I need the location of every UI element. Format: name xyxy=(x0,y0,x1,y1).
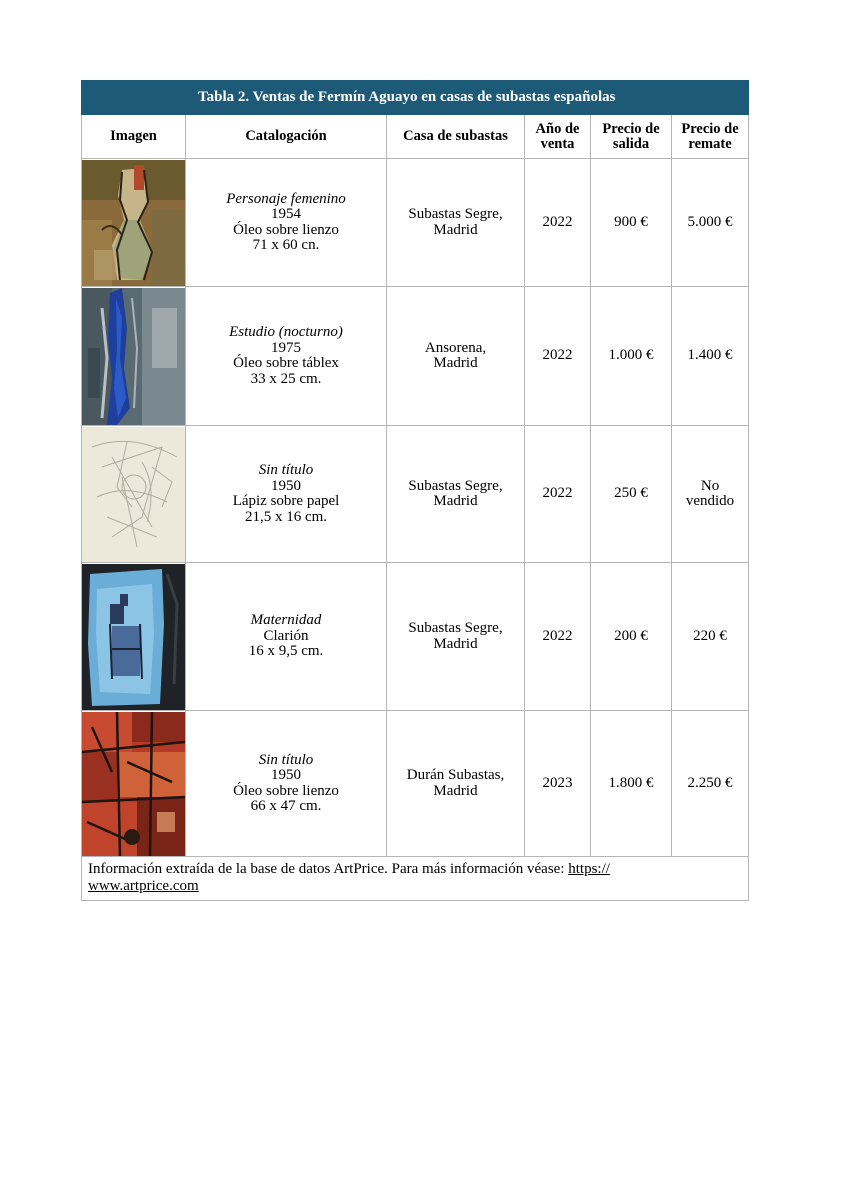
auction-house-line1: Durán Subastas, xyxy=(406,767,505,783)
header-remate-line2: remate xyxy=(688,135,732,152)
table-footer-row xyxy=(82,857,749,901)
catalog-cell xyxy=(186,287,387,426)
artwork-thumbnail-personaje-femenino xyxy=(82,160,185,286)
sale-year-cell: 2022 xyxy=(525,563,591,711)
table-row xyxy=(82,563,749,711)
title-spacer-cell xyxy=(82,81,186,115)
table-row xyxy=(82,159,749,287)
auction-house-line2: Madrid xyxy=(433,221,478,238)
catalog-cell xyxy=(186,159,387,287)
artwork-thumbnail-sin-titulo-oleo xyxy=(82,712,185,856)
table-row xyxy=(82,426,749,563)
artwork-image-cell xyxy=(82,711,186,857)
catalog-cell xyxy=(186,563,387,711)
artwork-title: Sin título xyxy=(258,751,314,768)
auction-house-line1: Subastas Segre, xyxy=(408,206,503,222)
artwork-image-cell xyxy=(82,426,186,563)
header-casa-de-subastas: Casa de subastas xyxy=(387,115,525,159)
footer-text: Información extraída de la base de datos ArtPrice. Para más información véase: xyxy=(88,861,569,877)
artwork-image-cell xyxy=(82,287,186,426)
header-imagen: Imagen xyxy=(82,115,186,159)
artwork-title: Personaje femenino xyxy=(226,190,346,207)
table-footer-note xyxy=(82,857,749,901)
hammer-price-line1: No xyxy=(700,477,720,494)
artwork-year: 1950 xyxy=(271,477,301,494)
start-price-cell: 1.800 € xyxy=(591,711,672,857)
auction-house-line2: Madrid xyxy=(433,355,478,371)
artwork-size: 21,5 x 16 cm. xyxy=(244,508,328,525)
header-precio-salida xyxy=(591,115,672,159)
header-anio-line2: venta xyxy=(540,135,575,152)
catalog-cell xyxy=(186,711,387,857)
sale-year-cell: 2023 xyxy=(525,711,591,857)
artwork-title: Maternidad xyxy=(250,612,322,629)
header-salida-line2: salida xyxy=(612,135,650,152)
auction-house-line2: Madrid xyxy=(433,635,478,652)
hammer-price-line1: 2.250 € xyxy=(687,774,733,791)
sale-year-cell: 2022 xyxy=(525,426,591,563)
artwork-thumbnail-estudio-nocturno xyxy=(82,288,185,425)
start-price-cell: 200 € xyxy=(591,563,672,711)
artwork-image-cell xyxy=(82,159,186,287)
header-salida-line1: Precio de xyxy=(602,120,660,137)
auction-house-line1: Subastas Segre, xyxy=(408,620,503,636)
header-anio-line1: Año de xyxy=(535,120,580,137)
table-header-row xyxy=(82,115,749,159)
table-row xyxy=(82,287,749,426)
artwork-title: Estudio (nocturno) xyxy=(229,324,343,340)
artwork-technique: Óleo sobre lienzo xyxy=(233,782,339,799)
artwork-size: 33 x 25 cm. xyxy=(250,370,322,387)
artprice-link-line1[interactable]: https:// xyxy=(568,861,610,877)
artwork-thumbnail-sin-titulo-lapiz xyxy=(82,427,185,562)
sales-table-container xyxy=(81,80,748,901)
hammer-price-cell xyxy=(672,711,749,857)
hammer-price-cell xyxy=(672,159,749,287)
auction-house-cell xyxy=(387,287,525,426)
table-title: Tabla 2. Ventas de Fermín Aguayo en casas de subastas españolas xyxy=(186,81,749,115)
artwork-size: 66 x 47 cm. xyxy=(250,798,322,814)
artwork-technique: Óleo sobre táblex xyxy=(233,355,339,371)
artwork-year: 1954 xyxy=(271,206,301,222)
artwork-image-cell xyxy=(82,563,186,711)
auction-house-line1: Subastas Segre, xyxy=(408,477,503,494)
header-catalogacion: Catalogación xyxy=(186,115,387,159)
artprice-link-line2[interactable]: www.artprice.com xyxy=(88,878,199,894)
header-anio-venta xyxy=(525,115,591,159)
sale-year-cell: 2022 xyxy=(525,159,591,287)
auction-house-cell xyxy=(387,426,525,563)
sale-year-cell: 2022 xyxy=(525,287,591,426)
start-price-cell: 900 € xyxy=(591,159,672,287)
auction-house-line1: Ansorena, xyxy=(424,339,487,356)
artwork-size: 71 x 60 cn. xyxy=(252,237,320,253)
header-remate-line1: Precio de xyxy=(681,120,739,137)
sales-table xyxy=(81,80,749,901)
artwork-thumbnail-maternidad xyxy=(82,564,185,710)
hammer-price-line1: 1.400 € xyxy=(687,347,733,364)
auction-house-cell xyxy=(387,711,525,857)
start-price-cell: 1.000 € xyxy=(591,287,672,426)
hammer-price-cell xyxy=(672,287,749,426)
auction-house-line2: Madrid xyxy=(433,782,478,799)
catalog-cell xyxy=(186,426,387,563)
artwork-year: 1975 xyxy=(271,339,301,356)
artwork-title: Sin título xyxy=(258,462,314,478)
hammer-price-cell xyxy=(672,563,749,711)
hammer-price-line1: 220 € xyxy=(693,627,727,644)
artwork-technique: Clarión xyxy=(263,627,309,644)
artwork-size: 16 x 9,5 cm. xyxy=(248,643,324,660)
hammer-price-cell xyxy=(672,426,749,563)
artwork-technique: Lápiz sobre papel xyxy=(232,493,340,509)
artwork-technique: Óleo sobre lienzo xyxy=(233,221,339,238)
header-precio-remate xyxy=(672,115,749,159)
artwork-year: 1950 xyxy=(271,767,301,783)
hammer-price-line2: vendido xyxy=(685,493,735,509)
auction-house-line2: Madrid xyxy=(433,493,478,509)
table-title-row xyxy=(82,81,749,115)
start-price-cell: 250 € xyxy=(591,426,672,563)
auction-house-cell xyxy=(387,159,525,287)
table-row xyxy=(82,711,749,857)
auction-house-cell xyxy=(387,563,525,711)
hammer-price-line1: 5.000 € xyxy=(687,213,733,230)
